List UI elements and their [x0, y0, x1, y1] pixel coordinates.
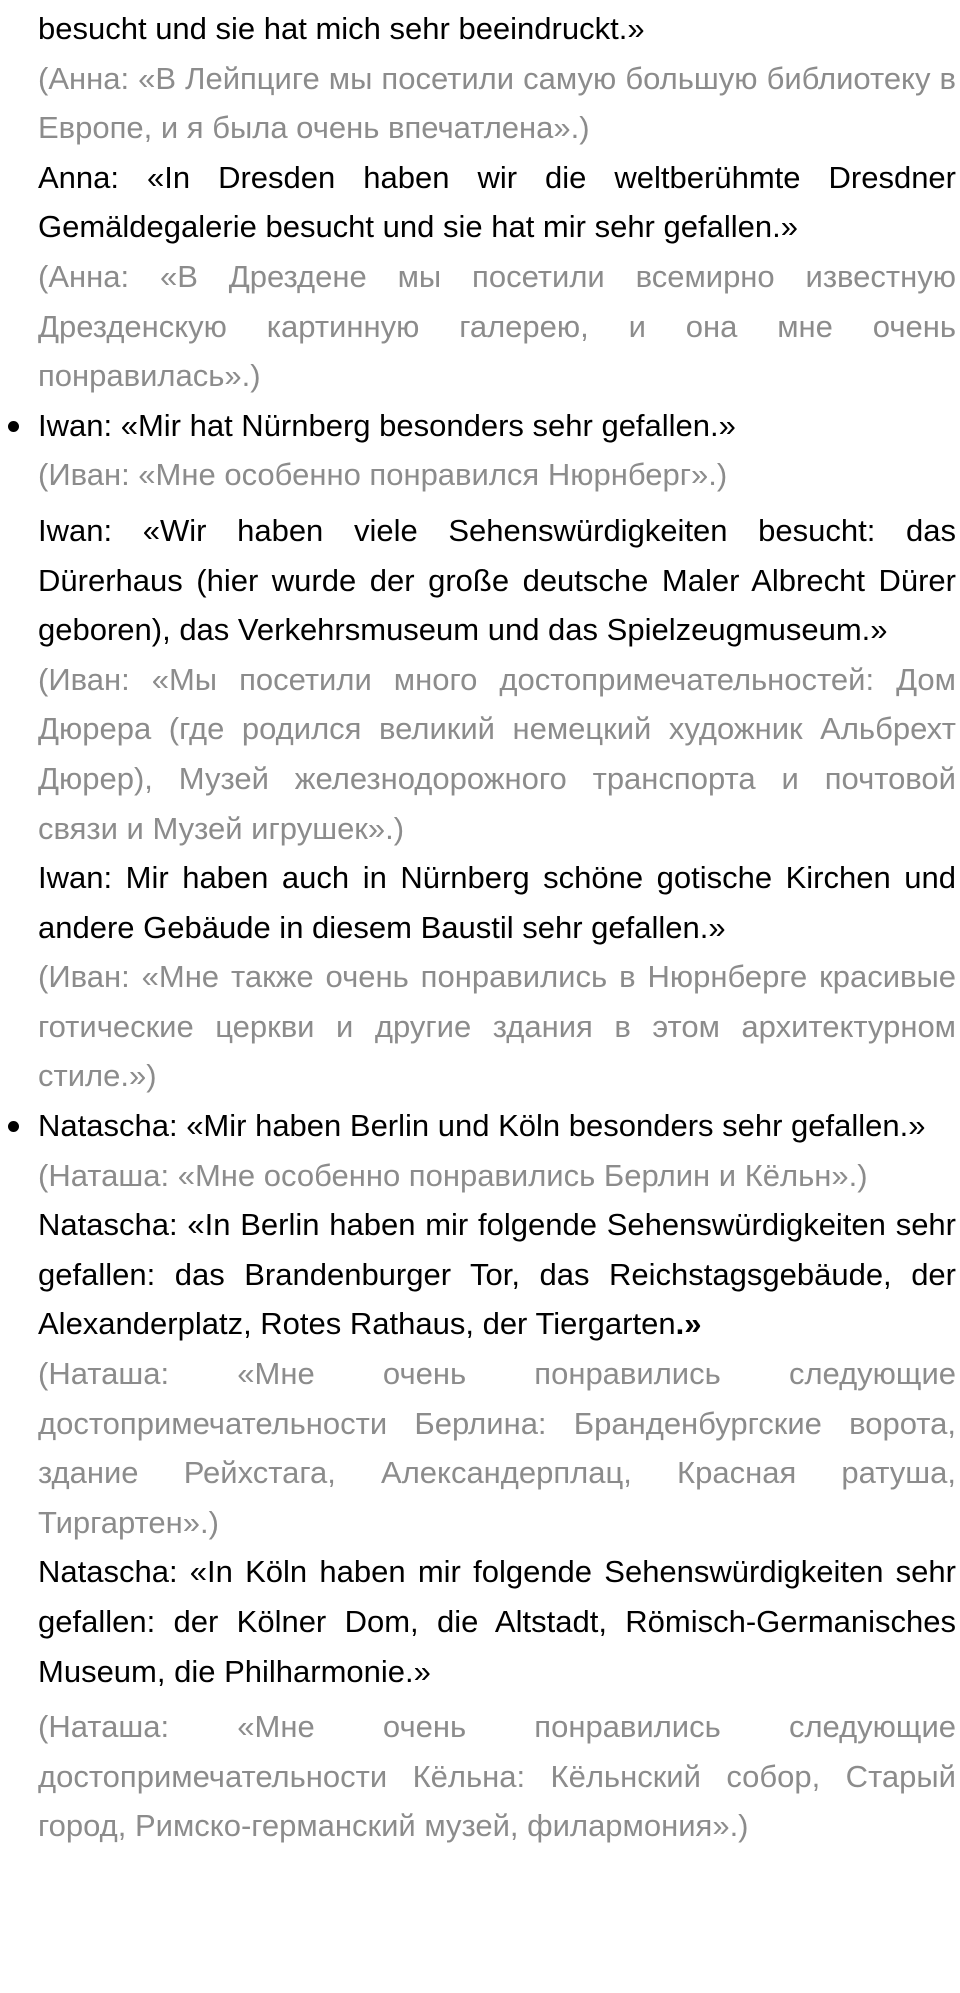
bullet-item-iwan: Iwan: «Mir hat Nürnberg besonders sehr gefallen.» [38, 401, 956, 451]
russian-translation: (Наташа: «Мне очень понравились следующие достопримечательности Берлина: Бранденбургские ворота, здание Рейхстага, Александерплац, Красная ратуша, Тиргартен».) [38, 1356, 956, 1540]
russian-translation: (Анна: «В Лейпциге мы посетили самую большую библиотеку в Европе, и я была очень впечатлена».) [38, 60, 956, 146]
german-paragraph: Iwan: «Wir haben viele Sehenswürdigkeiten besucht: das Dürerhaus (hier wurde der große deutsche Maler Albrecht Dürer geboren), das Verkehrsmuseum und das Spielzeugmuseum.» [38, 512, 956, 648]
russian-translation: (Наташа: «Мне очень понравились следующие достопримечательности Кёльна: Кёльнский собор, Старый город, Римско-германский музей, филармония».) [38, 1709, 956, 1844]
russian-translation: (Наташа: «Мне особенно понравились Берлин и Кёльн».) [38, 1157, 868, 1193]
german-paragraph [38, 1200, 956, 1349]
russian-translation: (Иван: «Мы посетили много достопримечательностей: Дом Дюрера (где родился великий немецкий художник Альбрехт Дюрер), Музей железнодорожного транспорта и почтовой связи и Музей игрушек».) [38, 661, 956, 846]
german-paragraph: Iwan: Mir haben auch in Nürnberg schöne gotische Kirchen und andere Gebäude in diesem Baustil sehr gefallen.» [38, 860, 956, 945]
german-paragraph: Anna: «In Dresden haben wir die weltberühmte Dresdner Gemäldegalerie besucht und sie hat mir sehr gefallen.» [38, 159, 956, 245]
russian-translation: (Анна: «В Дрездене мы посетили всемирно известную Дрезденскую картинную галерею, и она мне очень понравилась».) [38, 258, 956, 394]
german-paragraph: Natascha: «In Köln haben mir folgende Sehenswürdigkeiten sehr gefallen: der Kölner Dom, die Altstadt, Römisch-Germanisches Museum, die Philharmonie.» [38, 1554, 956, 1689]
paragraph-text: Natascha: «In Berlin haben mir folgende Sehenswürdigkeiten sehr gefallen: das Brandenburger Tor, das Reichstagsgebäude, der Alexanderplatz, Rotes Rathaus, der Tiergarten [38, 1207, 956, 1342]
russian-translation: (Иван: «Мне особенно понравился Нюрнберг».) [38, 457, 728, 493]
document-page [38, 4, 956, 1851]
bullet-item-natascha: Natascha: «Mir haben Berlin und Köln besonders sehr gefallen.» [38, 1101, 956, 1151]
german-paragraph: besucht und sie hat mich sehr beeindruckt.» [38, 11, 645, 46]
russian-translation: (Иван: «Мне также очень понравились в Нюрнберге красивые готические церкви и другие здания в этом архитектурном стиле.») [38, 959, 956, 1094]
bold-closing-quote: .» [675, 1306, 702, 1342]
